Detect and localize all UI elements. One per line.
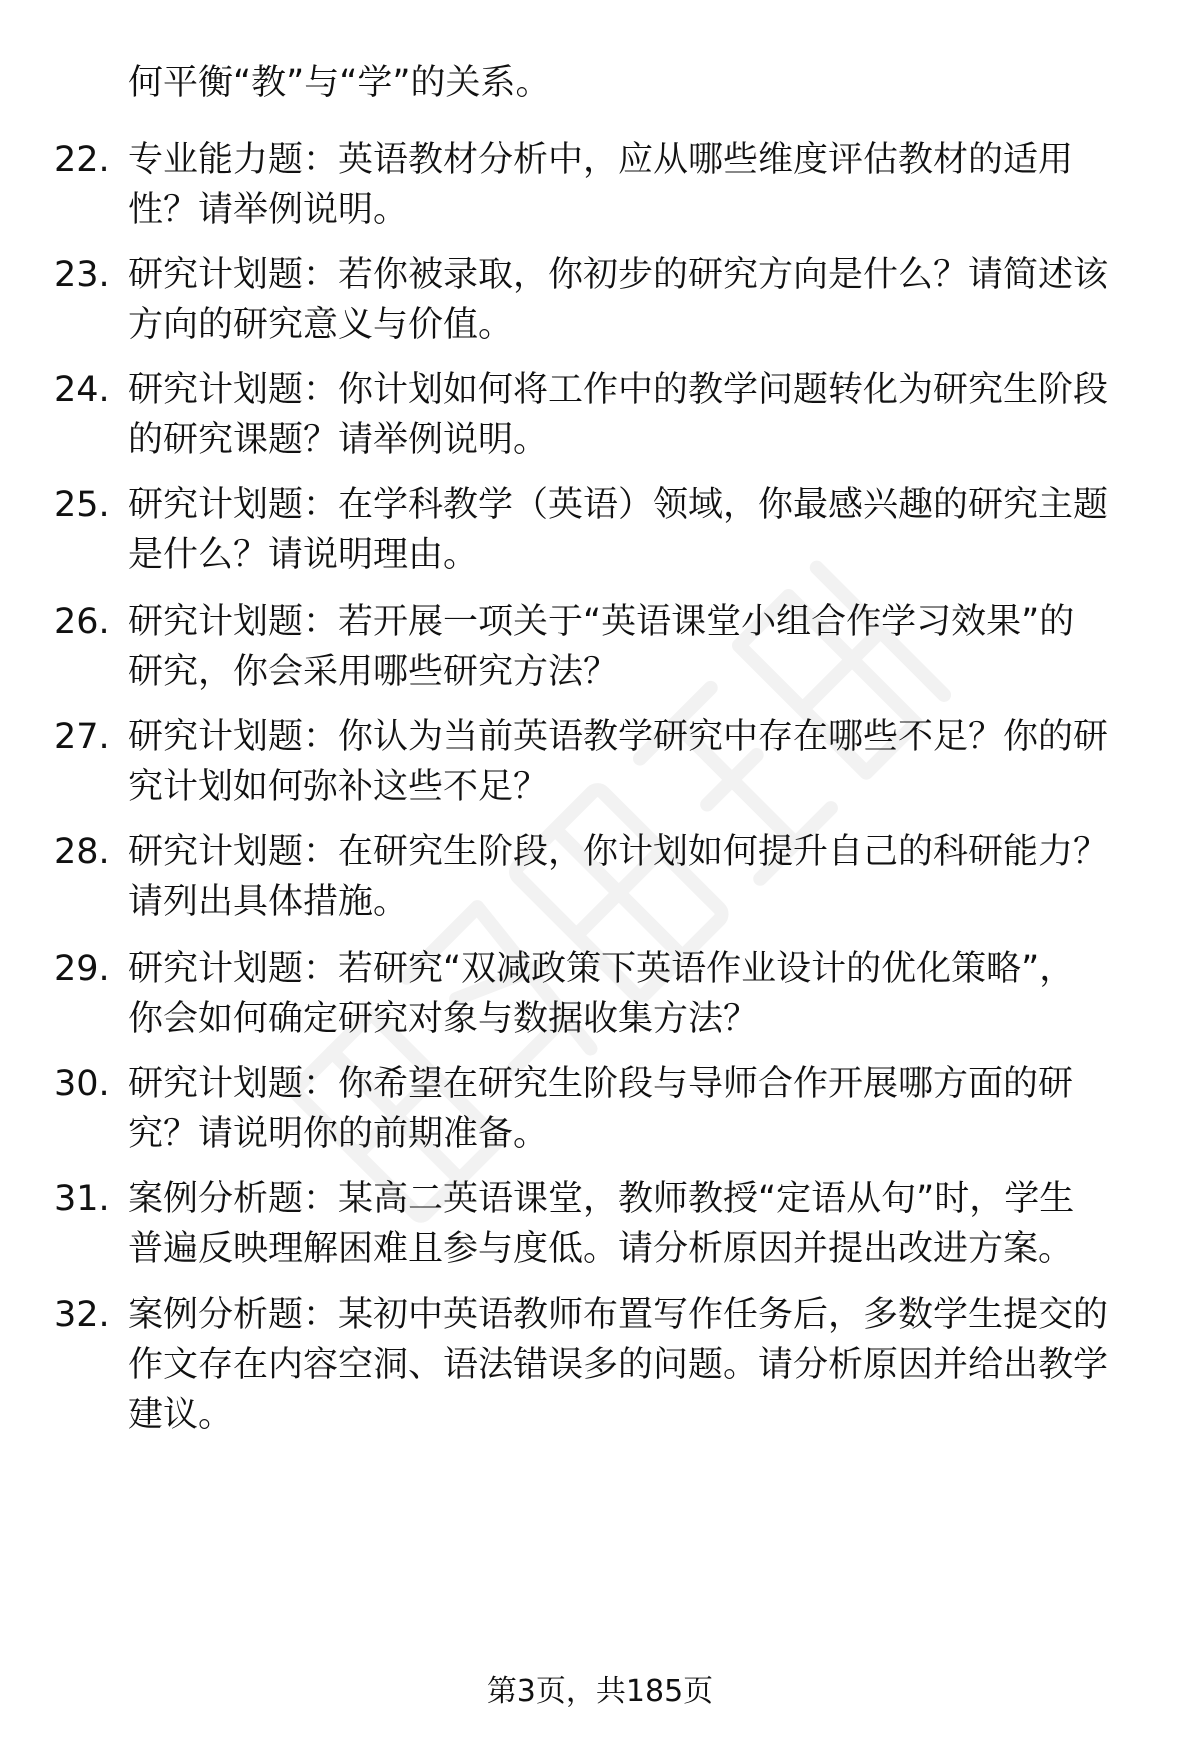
question-text-line: 专业能力题：英语教材分析中，应从哪些维度评估教材的适用	[128, 140, 1074, 180]
question-text-line: 研究计划题：若研究“双减政策下英语作业设计的优化策略”，	[128, 949, 1075, 989]
question-text-line: 研究，你会采用哪些研究方法？	[128, 652, 619, 692]
question-text-line: 案例分析题：某高二英语课堂，教师教授“定语从句”时，学生	[128, 1179, 1075, 1219]
question-text-line: 普遍反映理解困难且参与度低。请分析原因并提出改进方案。	[128, 1229, 1074, 1269]
question-item	[0, 1174, 1200, 1284]
question-number: 23.	[54, 255, 110, 295]
question-item	[0, 250, 1200, 360]
page-number-footer: 第3页，共185页	[486, 1674, 714, 1709]
question-number: 22.	[54, 140, 110, 180]
question-number: 27.	[54, 717, 110, 757]
question-text-line: 建议。	[128, 1395, 234, 1435]
question-item	[0, 365, 1200, 475]
question-text-line: 研究计划题：你认为当前英语教学研究中存在哪些不足？你的研	[128, 717, 1109, 757]
question-number: 29.	[54, 949, 110, 989]
question-item	[0, 712, 1200, 822]
question-item	[0, 1059, 1200, 1169]
question-text-line: 研究计划题：若你被录取，你初步的研究方向是什么？请简述该	[128, 255, 1109, 295]
question-text-line: 研究计划题：在研究生阶段，你计划如何提升自己的科研能力？	[128, 832, 1109, 872]
question-text-line: 性？请举例说明。	[128, 190, 409, 230]
question-text-line: 研究计划题：在学科教学（英语）领域，你最感兴趣的研究主题	[128, 485, 1109, 525]
question-text-line: 究计划如何弥补这些不足？	[128, 767, 549, 807]
question-text-line: 究？请说明你的前期准备。	[128, 1114, 549, 1154]
question-number: 31.	[54, 1179, 110, 1219]
question-item	[0, 1290, 1200, 1450]
question-number: 26.	[54, 602, 110, 642]
question-item	[0, 944, 1200, 1054]
question-text-line: 研究计划题：你希望在研究生阶段与导师合作开展哪方面的研	[128, 1064, 1074, 1104]
question-text-line: 的研究课题？请举例说明。	[128, 420, 549, 460]
question-item	[0, 597, 1200, 707]
question-text-line: 研究计划题：若开展一项关于“英语课堂小组合作学习效果”的	[128, 602, 1075, 642]
question-text-line: 作文存在内容空洞、语法错误多的问题。请分析原因并给出教学	[128, 1345, 1109, 1385]
question-number: 30.	[54, 1064, 110, 1104]
question-number: 25.	[54, 485, 110, 525]
question-text-line: 研究计划题：你计划如何将工作中的教学问题转化为研究生阶段	[128, 370, 1109, 410]
question-text-line: 案例分析题：某初中英语教师布置写作任务后，多数学生提交的	[128, 1295, 1109, 1335]
question-number: 32.	[54, 1295, 110, 1335]
question-text-line: 是什么？请说明理由。	[128, 535, 479, 575]
question-text-line: 请列出具体措施。	[128, 882, 409, 922]
question-item	[0, 480, 1200, 590]
question-text-line: 你会如何确定研究对象与数据收集方法？	[128, 999, 759, 1039]
question-number: 24.	[54, 370, 110, 410]
question-item	[0, 135, 1200, 245]
continuation-line: 何平衡“教”与“学”的关系。	[128, 63, 551, 103]
question-item	[0, 827, 1200, 937]
question-text-line: 方向的研究意义与价值。	[128, 305, 514, 345]
question-number: 28.	[54, 832, 110, 872]
